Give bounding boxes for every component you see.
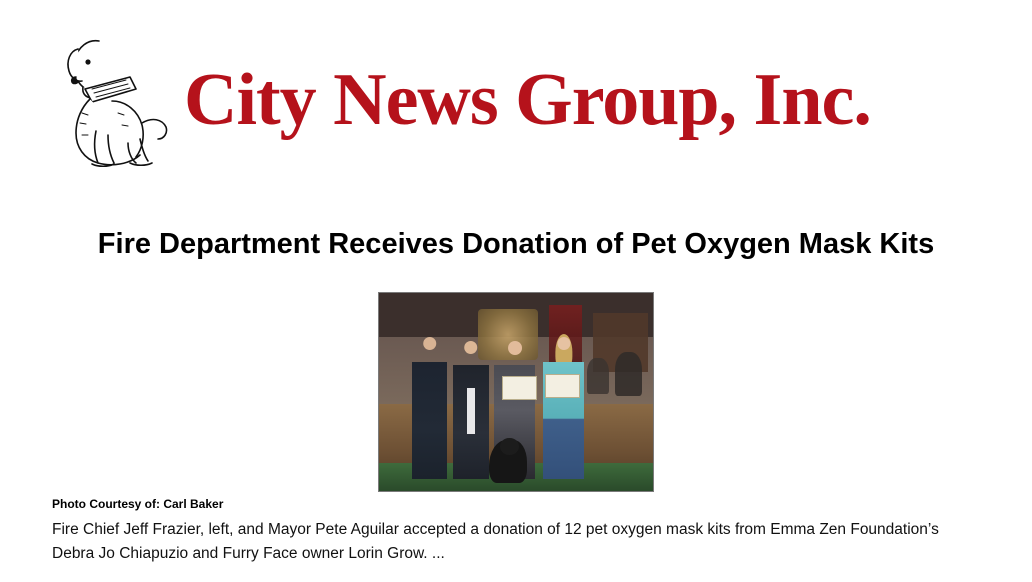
page-title: Fire Department Receives Donation of Pet Oxygen Mask Kits [97,228,935,261]
photo-seated-person [587,358,609,394]
photo-seated-person [615,352,642,396]
photo-person-shirt [467,388,476,433]
photo-service-dog-head [500,438,519,456]
masthead [52,22,982,177]
photo-person-mayor [453,341,489,480]
photo-person-fire-chief [412,337,448,480]
dog-with-newspaper-logo-icon [52,27,172,172]
photo-person-head [423,337,437,351]
photo-certificate [545,374,580,398]
photo-certificate [502,376,537,400]
article-photo [378,292,654,492]
photo-person-body [412,362,448,479]
masthead-title: City News Group, Inc. [184,58,871,141]
photo-person-head [508,341,522,355]
photo-person-body [453,365,489,479]
photo-person-head [464,341,478,355]
photo-caption: Fire Chief Jeff Frazier, left, and Mayor Pete Aguilar accepted a donation of 12 pet oxygen mask kits from Emma Zen Foundation’s Debra Jo Chiapuzio and Furry Face owner Lorin Grow. ... [52,521,939,563]
photo-credit: Photo Courtesy of: Carl Baker [52,497,224,511]
photo-person-donor-2 [543,337,584,480]
